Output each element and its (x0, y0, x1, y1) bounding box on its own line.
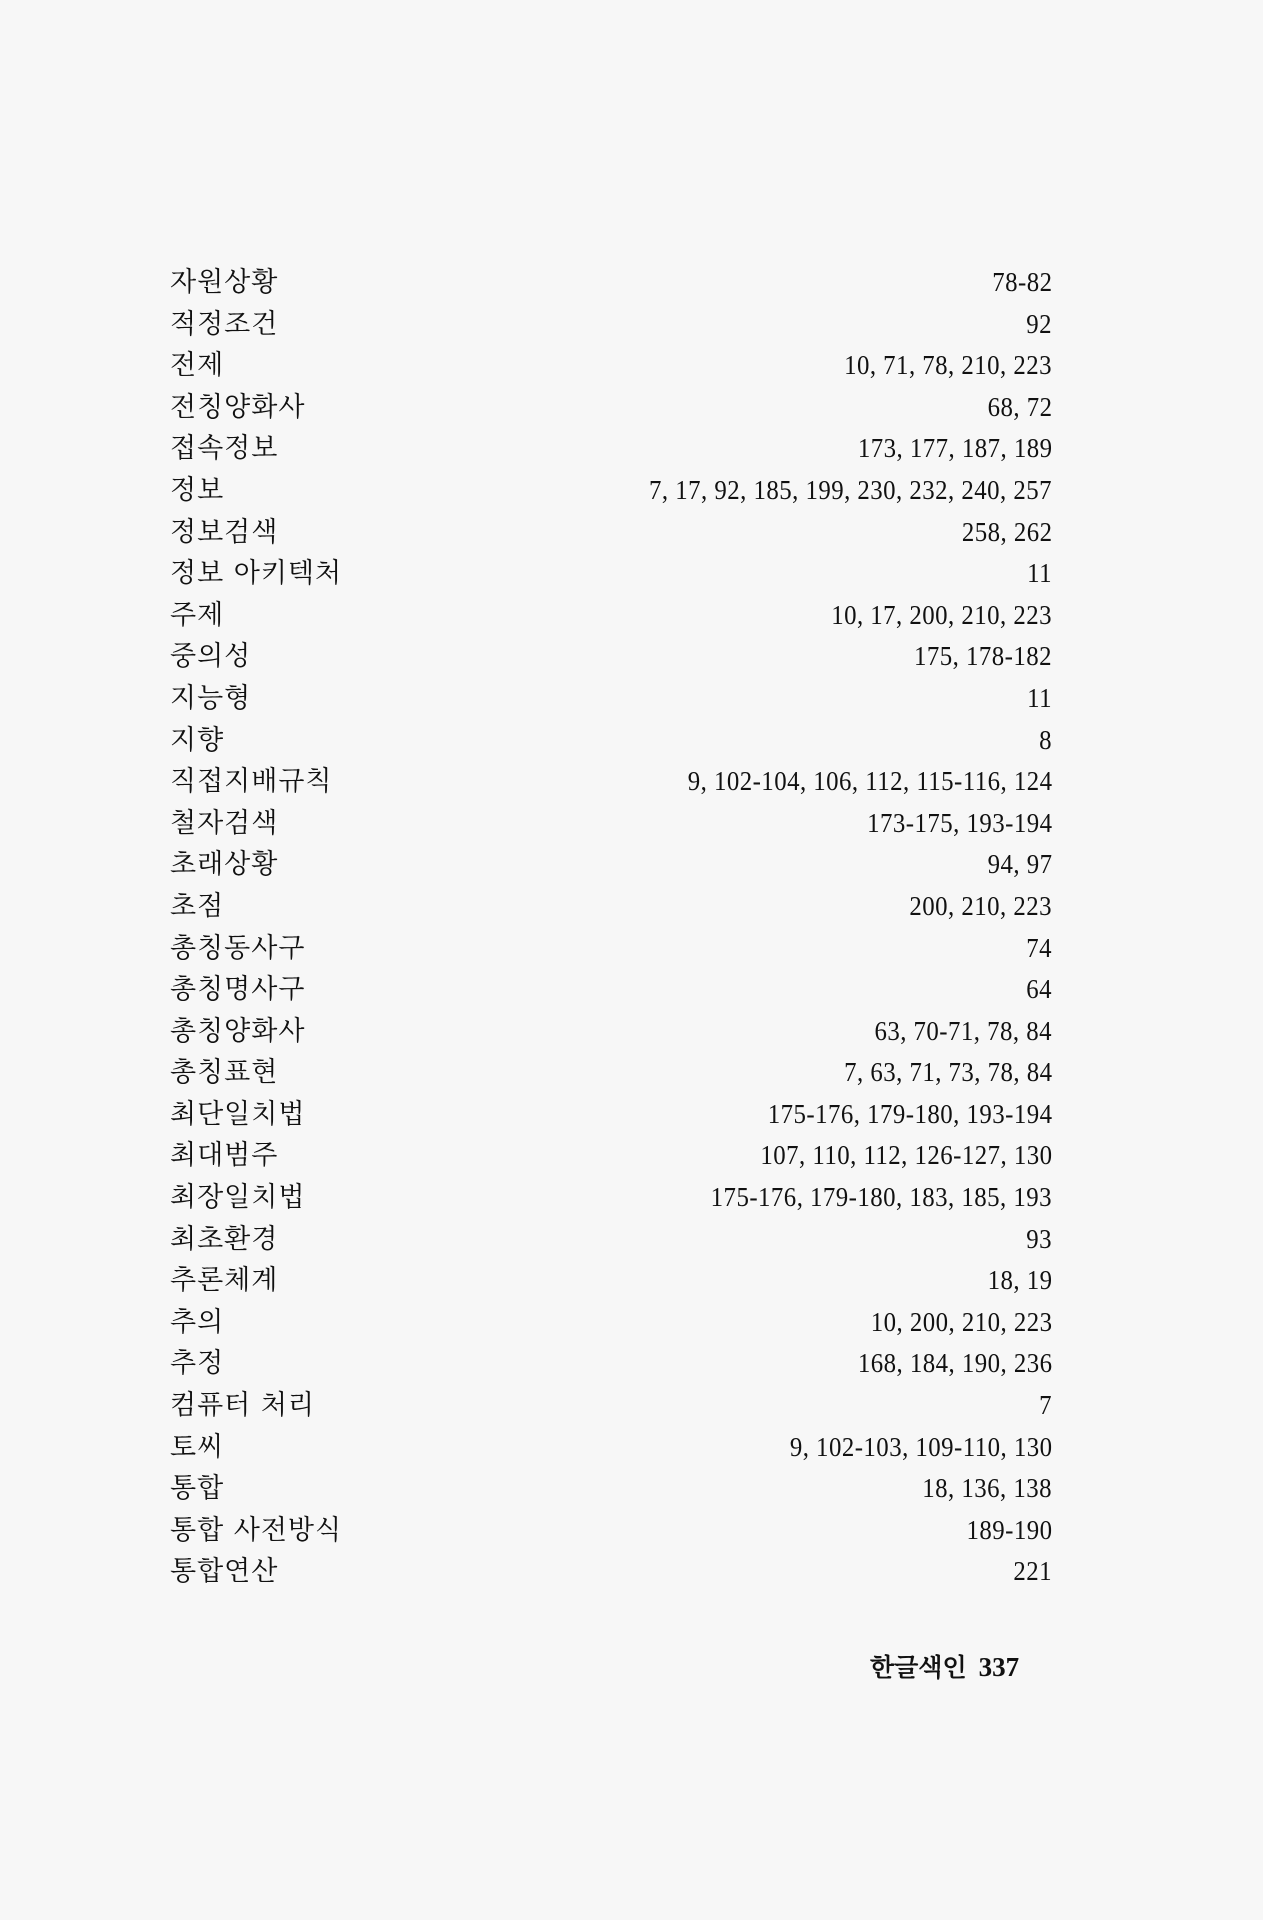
index-page-refs: 258, 262 (961, 516, 1052, 547)
index-page-refs: 7, 17, 92, 185, 199, 230, 232, 240, 257 (649, 474, 1052, 505)
index-page-refs: 94, 97 (987, 849, 1052, 880)
index-entry (170, 636, 1052, 678)
index-page-refs: 63, 70-71, 78, 84 (874, 1015, 1052, 1046)
index-entry (170, 595, 1052, 637)
index-entry (170, 1385, 1052, 1427)
index-entry (170, 844, 1052, 886)
index-term: 최장일치법 (170, 1182, 306, 1214)
index-page-refs: 11 (1027, 682, 1052, 713)
index-entry (170, 428, 1052, 470)
index-entry (170, 470, 1052, 512)
index-page-refs: 7 (1039, 1390, 1052, 1421)
index-page-refs: 189-190 (965, 1514, 1052, 1545)
index-term: 자원상황 (170, 267, 279, 298)
index-entry (170, 345, 1052, 387)
index-term: 직접지배규칙 (170, 766, 333, 798)
index-term: 최단일치법 (170, 1098, 306, 1130)
index-entry (170, 553, 1052, 595)
index-term: 토씨 (170, 1431, 225, 1463)
index-entry (170, 262, 1052, 304)
footer-section-title: 한글색인 (870, 1653, 967, 1682)
index-term: 중의성 (170, 641, 252, 673)
index-page-refs: 68, 72 (987, 391, 1052, 422)
index-term: 지능형 (170, 682, 252, 714)
index-page-refs: 11 (1027, 558, 1052, 589)
index-page-refs: 9, 102-103, 109-110, 130 (789, 1431, 1052, 1462)
index-entry (170, 1427, 1052, 1469)
index-page-refs: 221 (1013, 1556, 1052, 1587)
index-page-refs: 92 (1026, 308, 1052, 339)
index-entry (170, 1052, 1052, 1094)
index-term: 총칭표현 (170, 1057, 279, 1089)
index-term: 최초환경 (170, 1223, 279, 1255)
index-page-refs: 64 (1026, 974, 1052, 1005)
index-term: 철자검색 (170, 807, 279, 839)
index-page-refs: 175-176, 179-180, 183, 185, 193 (710, 1182, 1052, 1213)
index-page-refs: 93 (1026, 1223, 1052, 1254)
index-page-refs: 200, 210, 223 (909, 890, 1052, 921)
index-term: 초래상황 (170, 849, 279, 881)
index-entry (170, 1302, 1052, 1344)
index-term: 통합 (170, 1473, 225, 1505)
index-term: 전칭양화사 (170, 391, 306, 423)
index-entry (170, 1551, 1052, 1593)
index-entry (170, 512, 1052, 554)
index-page-refs: 10, 17, 200, 210, 223 (831, 599, 1052, 630)
index-page-refs: 10, 71, 78, 210, 223 (844, 350, 1052, 381)
index-term: 적정조건 (170, 308, 279, 340)
index-term: 추의 (170, 1306, 225, 1338)
index-page-refs: 18, 19 (987, 1265, 1052, 1296)
index-list (170, 262, 1052, 1593)
index-entry (170, 1135, 1052, 1177)
index-term: 통합연산 (170, 1556, 279, 1588)
index-term: 추론체계 (170, 1265, 279, 1297)
index-entry (170, 678, 1052, 720)
index-term: 전제 (170, 350, 225, 382)
index-term: 총칭명사구 (170, 974, 306, 1006)
index-entry (170, 1260, 1052, 1302)
index-entry (170, 1094, 1052, 1136)
index-page-refs: 7, 63, 71, 73, 78, 84 (843, 1057, 1052, 1088)
index-term: 통합 사전방식 (170, 1514, 343, 1546)
index-page-refs: 175-176, 179-180, 193-194 (767, 1098, 1052, 1129)
index-entry (170, 1343, 1052, 1385)
index-term: 컴퓨터 처리 (170, 1390, 315, 1422)
index-term: 총칭양화사 (170, 1015, 306, 1047)
index-entry (170, 1011, 1052, 1053)
index-term: 최대범주 (170, 1140, 279, 1172)
index-page-refs: 10, 200, 210, 223 (870, 1306, 1052, 1337)
index-page-refs: 107, 110, 112, 126-127, 130 (759, 1140, 1052, 1171)
index-entry (170, 928, 1052, 970)
index-page-refs: 78-82 (991, 267, 1052, 297)
index-term: 초점 (170, 890, 225, 922)
index-term: 주제 (170, 599, 225, 631)
index-page-refs: 168, 184, 190, 236 (857, 1348, 1052, 1379)
index-entry (170, 886, 1052, 928)
index-page-refs: 8 (1039, 724, 1052, 755)
index-term: 정보검색 (170, 516, 279, 548)
index-entry (170, 720, 1052, 762)
footer-page-number: 337 (978, 1652, 1020, 1682)
index-page-refs: 18, 136, 138 (922, 1473, 1052, 1504)
index-entry (170, 304, 1052, 346)
index-term: 추정 (170, 1348, 225, 1380)
index-entry (170, 1177, 1052, 1219)
index-page-refs: 173, 177, 187, 189 (857, 433, 1052, 464)
index-page-refs: 175, 178-182 (914, 641, 1052, 672)
index-page-refs: 173-175, 193-194 (866, 807, 1052, 838)
index-entry (170, 1510, 1052, 1552)
index-term: 접속정보 (170, 433, 279, 465)
index-entry (170, 969, 1052, 1011)
index-term: 정보 (170, 474, 225, 506)
page-footer (870, 1647, 1019, 1687)
index-entry (170, 1468, 1052, 1510)
index-term: 지향 (170, 724, 225, 756)
index-term: 총칭동사구 (170, 932, 306, 964)
index-entry (170, 1219, 1052, 1261)
index-term: 정보 아키텍처 (170, 558, 343, 590)
index-page-refs: 9, 102-104, 106, 112, 115-116, 124 (687, 766, 1052, 797)
index-entry (170, 803, 1052, 845)
index-entry (170, 387, 1052, 429)
index-entry (170, 761, 1052, 803)
index-page-refs: 74 (1026, 932, 1052, 963)
